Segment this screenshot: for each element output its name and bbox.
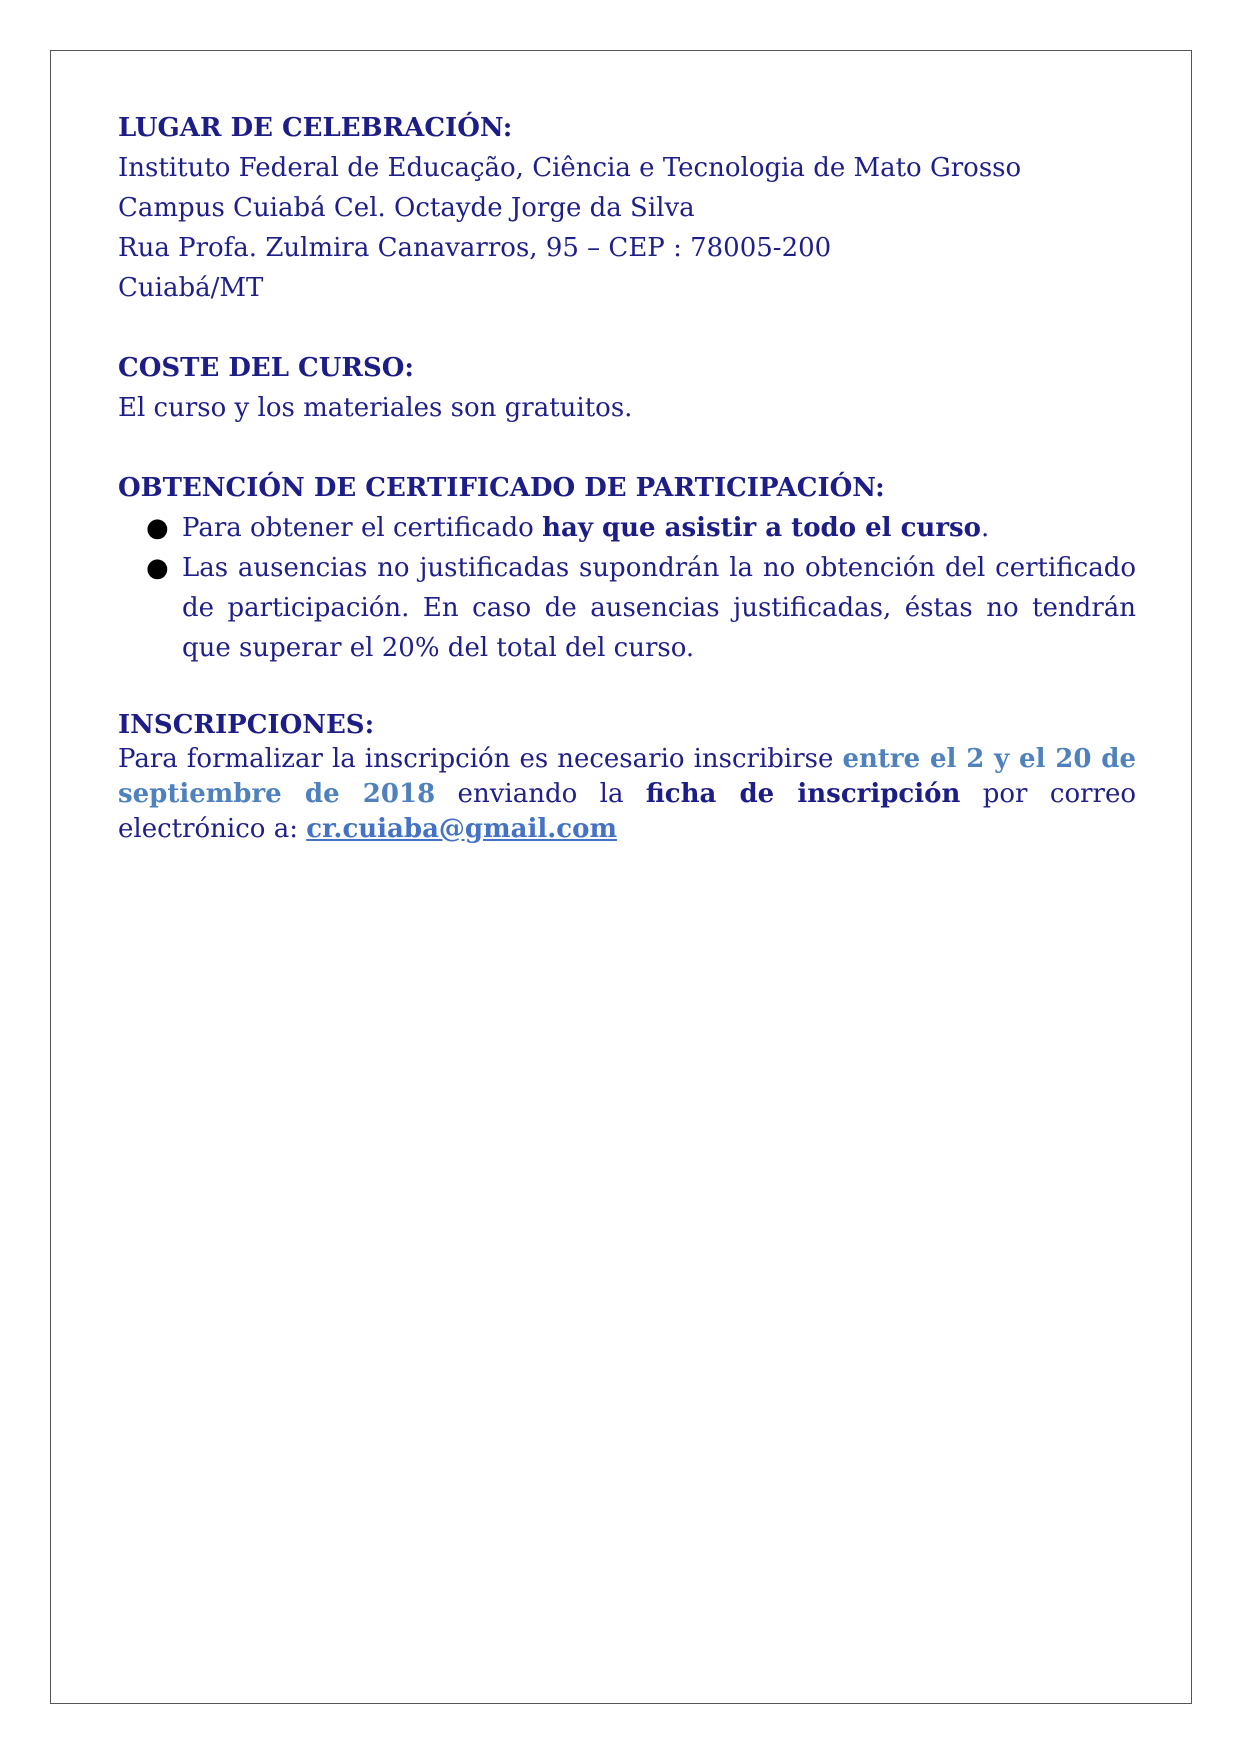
venue-line-institution: Instituto Federal de Educação, Ciência e Tecnologia de Mato Grosso (118, 153, 1022, 183)
document-body (118, 108, 1136, 887)
venue-line-campus: Campus Cuiabá Cel. Octayde Jorge da Silva (118, 193, 695, 223)
bullet-2-text: Las ausencias no justificadas supondrán la no obtención del certificado de participación. En caso de ausencias justificadas, éstas no tendrán que superar el 20% del total del curso. (182, 553, 1136, 663)
certificate-list (118, 508, 1136, 668)
bullet-icon: ● (146, 553, 169, 583)
list-item (118, 548, 1136, 668)
registration-heading: INSCRIPCIONES: (118, 710, 375, 740)
registration-dates: entre el 2 y el 20 de septiembre de 2018 (118, 744, 1136, 809)
cost-section (118, 348, 1136, 428)
registration-text-2: enviando la (435, 779, 646, 809)
registration-form: ficha de inscripción (645, 779, 961, 809)
venue-line-city: Cuiabá/MT (118, 273, 264, 303)
bullet-1-suffix: . (981, 513, 990, 543)
venue-line-street: Rua Profa. Zulmira Canavarros, 95 – CEP : 78005-200 (118, 233, 832, 263)
cost-heading: COSTE DEL CURSO: (118, 353, 415, 383)
email-link[interactable]: cr.cuiaba@gmail.com (306, 814, 617, 844)
certificate-heading: OBTENCIÓN DE CERTIFICADO DE PARTICIPACIÓN: (118, 473, 885, 503)
registration-text-3: por correo electrónico a: (118, 779, 1136, 844)
registration-section (118, 708, 1136, 847)
bullet-1-bold: hay que asistir a todo el curso (542, 513, 981, 543)
certificate-section (118, 468, 1136, 668)
cost-text: El curso y los materiales son gratuitos. (118, 393, 633, 423)
list-item (118, 508, 1136, 548)
registration-text-1: Para formalizar la inscripción es necesario inscribirse (118, 744, 843, 774)
bullet-icon: ● (146, 513, 169, 543)
venue-heading: LUGAR DE CELEBRACIÓN: (118, 113, 513, 143)
bullet-1-prefix: Para obtener el certificado (182, 513, 543, 543)
registration-paragraph (118, 742, 1136, 847)
venue-section (118, 108, 1136, 308)
